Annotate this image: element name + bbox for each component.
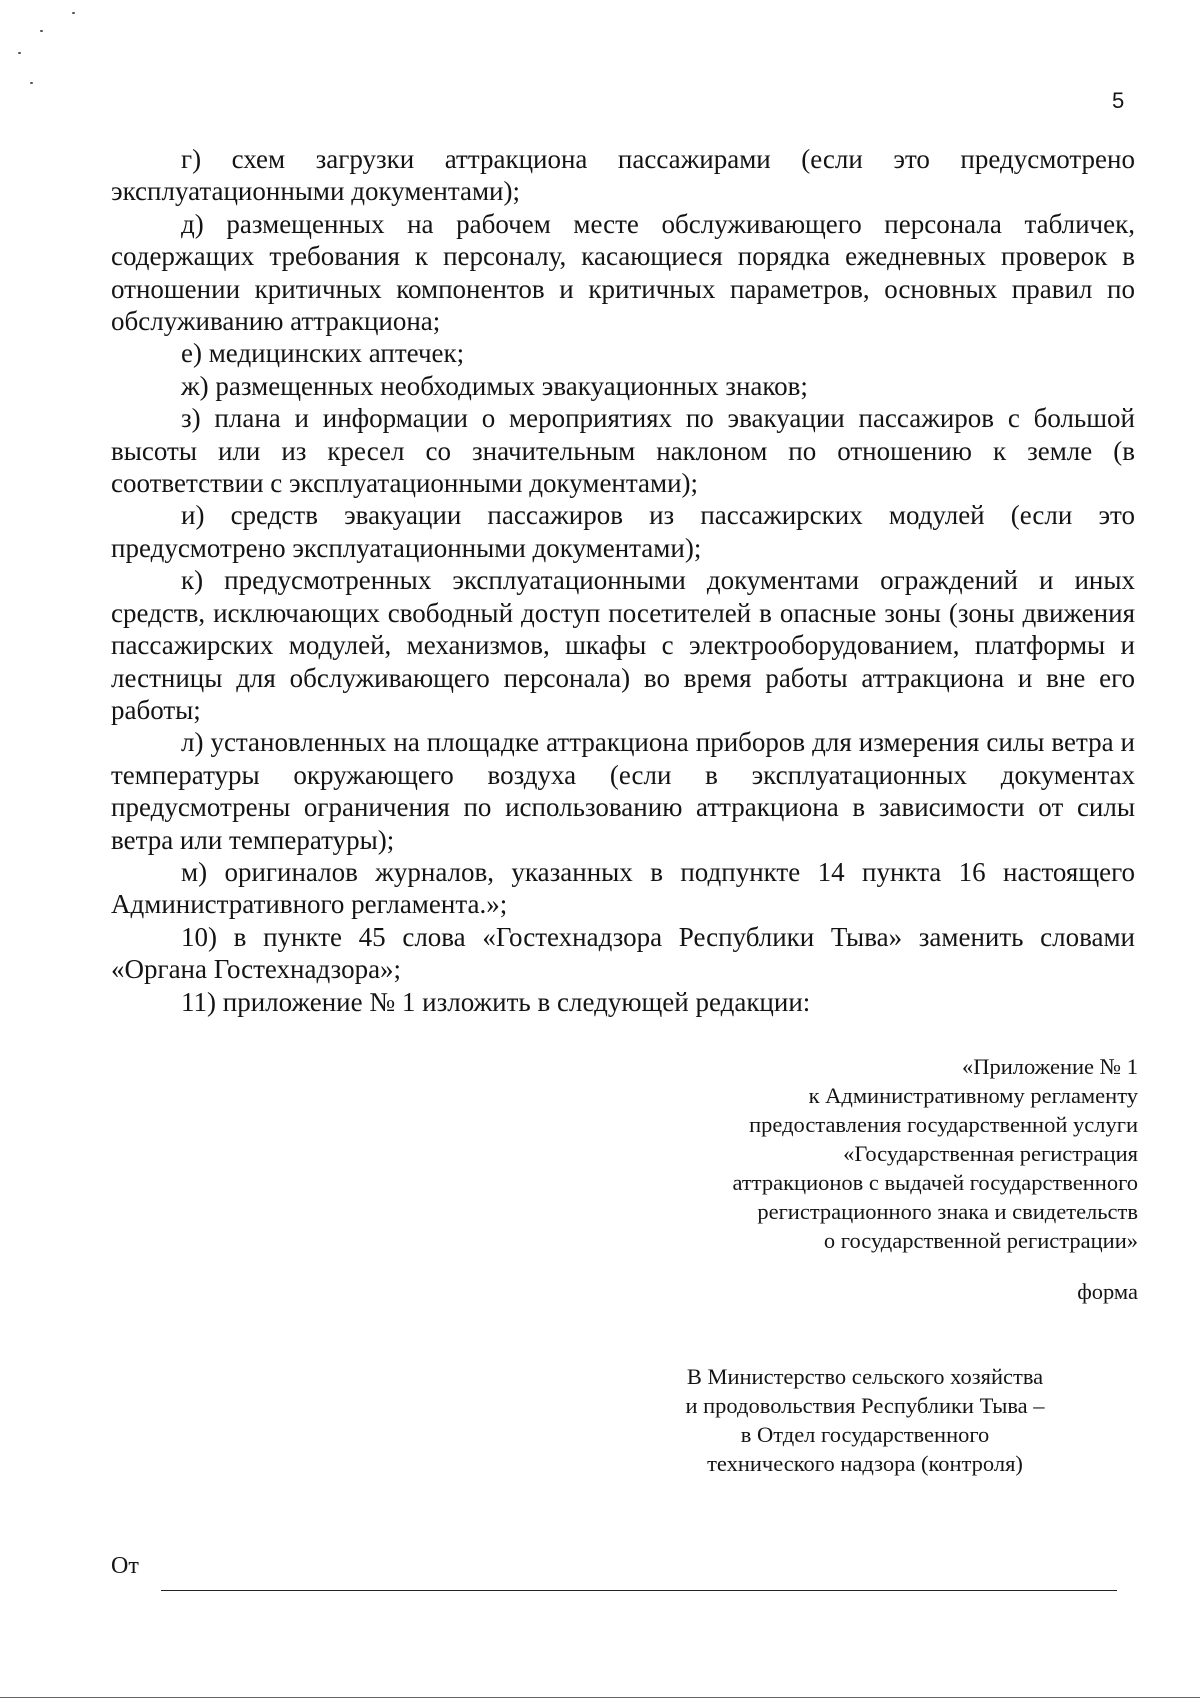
scan-artifact: [30, 82, 33, 84]
page-number: 5: [1112, 88, 1125, 113]
appendix-line: к Административному регламенту: [808, 1083, 1138, 1108]
addressee-line: в Отдел государственного: [740, 1422, 990, 1447]
appendix-line: аттракционов с выдачей государственного: [732, 1170, 1138, 1195]
paragraph-z: з) плана и информации о мероприятиях по эвакуации пассажиров с большой высоты или из кресел со значительным наклоном по отношению к земле (в соответствии с эксплуатационными документами);: [111, 403, 1135, 499]
addressee-line: технического надзора (контроля): [707, 1451, 1023, 1476]
scan-artifact: [72, 12, 75, 14]
paragraph-k: к) предусмотренных эксплуатационными документами ограждений и иных средств, исключающих свободный доступ посетителей в опасные зоны (зоны движения пассажирских модулей, механизмов, шкафы с электрооборудованием, платформы и лестницы для обслуживающего персонала) во время работы аттракциона и вне его работы;: [111, 565, 1135, 725]
from-label: От: [111, 1553, 139, 1579]
paragraph-d: д) размещенных на рабочем месте обслуживающего персонала табличек, содержащих требования к персоналу, касающиеся порядка ежедневных проверок в отношении критичных компонентов и критичных параметров, основных правил по обслуживанию аттракциона;: [111, 208, 1135, 337]
paragraph-i: и) средств эвакуации пассажиров из пассажирских модулей (если это предусмотрено эксплуатационными документами);: [111, 500, 1135, 563]
appendix-line: о государственной регистрации»: [823, 1228, 1138, 1253]
addressee-line: и продовольствия Республики Тыва –: [685, 1393, 1045, 1418]
appendix-line: регистрационного знака и свидетельств: [757, 1199, 1138, 1224]
appendix-line: предоставления государственной услуги: [749, 1112, 1138, 1137]
appendix-line: «Государственная регистрация: [843, 1141, 1138, 1166]
paragraph-10: 10) в пункте 45 слова «Гостехнадзора Республики Тыва» заменить словами «Органа Гостехнадзора»;: [111, 921, 1135, 985]
paragraph-g: г) схем загрузки аттракциона пассажирами (если это предусмотрено эксплуатационными документами);: [111, 144, 1135, 207]
appendix-header: [733, 1052, 1138, 1255]
addressee-block: [630, 1362, 1100, 1478]
paragraph-l: л) установленных на площадке аттракциона приборов для измерения силы ветра и температуры окружающего воздуха (если в эксплуатационных документах предусмотрены ограничения по использованию аттракциона в зависимости от силы ветра или температуры);: [111, 727, 1135, 855]
appendix-line: «Приложение № 1: [962, 1054, 1138, 1079]
paragraph-e: е) медицинских аптечек;: [181, 338, 465, 369]
scan-artifact: [40, 30, 43, 32]
paragraph-zh: ж) размещенных необходимых эвакуационных знаков;: [181, 370, 808, 401]
paragraph-11: 11) приложение № 1 изложить в следующей редакции:: [181, 986, 811, 1017]
form-label: форма: [1077, 1279, 1138, 1304]
scan-artifact: [18, 52, 21, 54]
body-text: [111, 143, 1135, 1018]
scan-bottom-edge: [0, 1697, 1200, 1698]
addressee-line: В Министерство сельского хозяйства: [686, 1364, 1044, 1389]
paragraph-m: м) оригиналов журналов, указанных в подпункте 14 пункта 16 настоящего Административного регламента.»;: [111, 856, 1135, 920]
from-fill-line: [161, 1590, 1117, 1591]
